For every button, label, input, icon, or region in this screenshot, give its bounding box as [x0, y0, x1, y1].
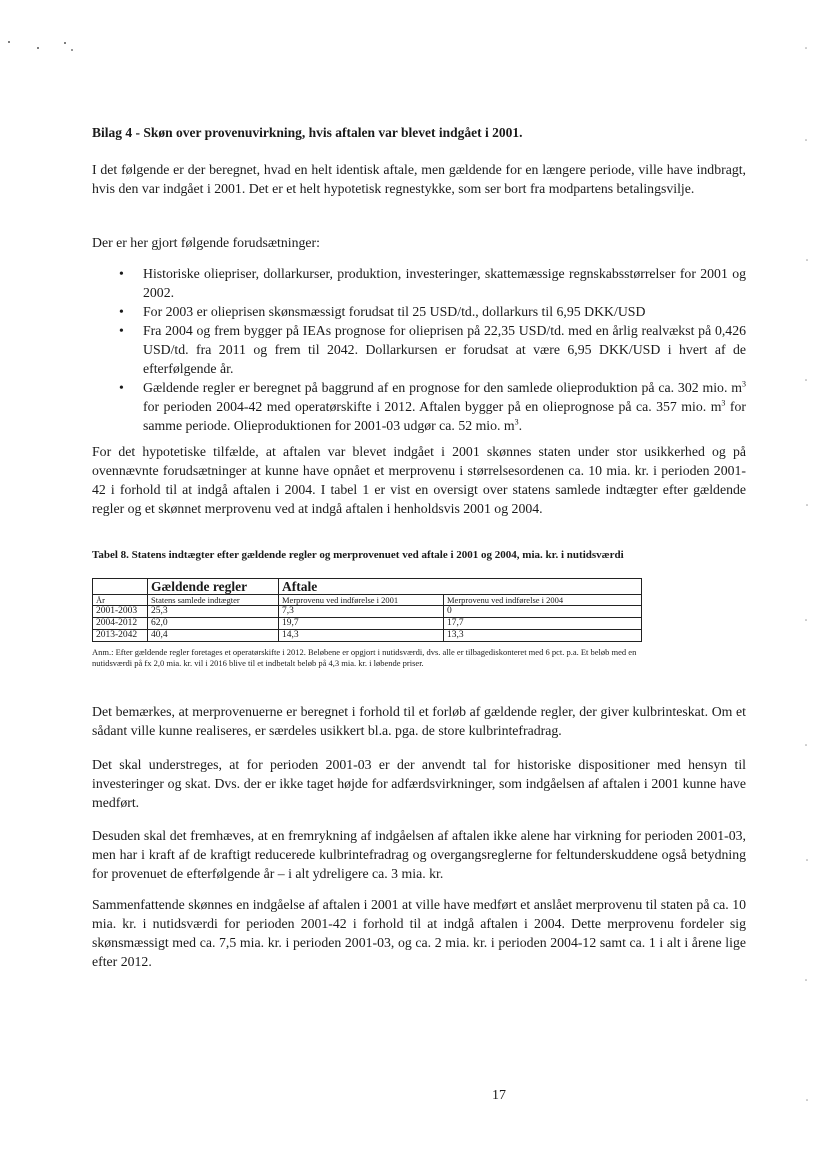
assumption-item: [92, 378, 746, 435]
table-cell: 14,3: [279, 630, 444, 642]
assumption-text: .: [518, 418, 523, 433]
page-number: 17: [492, 1088, 506, 1103]
table-cell: 13,3: [444, 630, 642, 642]
column-header: År: [93, 595, 148, 606]
table-cell: 2001-2003: [93, 606, 148, 618]
table-cell: 40,4: [148, 630, 279, 642]
superscript: 3: [514, 417, 519, 427]
intro-paragraph: I det følgende er der beregnet, hvad en helt identisk aftale, men gældende for en længere periode, ville have indbragt, hvis den var indgået i 2001. Det er et helt hypotetisk regnestykke, som ser bort fra modpartens betalingsvilje.: [92, 162, 746, 196]
group-header-agreement: Aftale: [279, 579, 642, 595]
table-cell: 17,7: [444, 618, 642, 630]
table-note: Anm.: Efter gældende regler foretages et operatørskifte i 2012. Beløbene er opgjort i nutidsværdi, dvs. alle er tilbagediskonteret med 6 pct. p.a. Et beløb med en nutidsværdi på fx 2,0 mia. kr. vil i 2016 blive til et indbetalt beløb på 4,3 mia. kr. i løbende priser.: [92, 647, 637, 668]
note-paragraph: Det bemærkes, at merprovenuerne er beregnet i forhold til et forløb af gældende regler, der giver kulbrinteskat. Om et sådant ville kunne realiseres, er særdeles usikkert bl.a. pga. de store kulbrintefradrag.: [92, 704, 746, 738]
superscript: 3: [742, 379, 746, 389]
table-cell: 0: [444, 606, 642, 618]
appendix-heading: Bilag 4 - Skøn over provenuvirkning, hvis aftalen var blevet indgået i 2001.: [92, 125, 523, 140]
assumption-item: • For 2003 er olieprisen skønsmæssigt forudsat til 25 USD/td., dollarkurs til 6,95 DKK/USD: [92, 302, 746, 321]
table-cell: 2004-2012: [93, 618, 148, 630]
assumption-item: • Fra 2004 og frem bygger på IEAs prognose for olieprisen på 22,35 USD/td. med en årlig realvækst på 0,426 USD/td. fra 2011 og frem til 2042. Dollarkursen er forudsat at være 6,95 DKK/USD i hvert af de efterfølgende år.: [92, 321, 746, 378]
column-header: Merprovenu ved indførelse i 2004: [444, 595, 642, 606]
assumption-item: • Historiske oliepriser, dollarkurser, produktion, investeringer, skattemæssige regnskabsstørrelser for 2001 og 2002.: [92, 264, 746, 302]
table-cell: 62,0: [148, 618, 279, 630]
table-group-header-row: [93, 579, 642, 595]
hypothetical-paragraph: For det hypotetiske tilfælde, at aftalen var blevet indgået i 2001 skønnes staten under stor usikkerhed og på ovennævnte forudsætninger at kunne have opnået et merprovenu i størrelsesordenen ca. 10 mia. kr. i perioden 2001-42 i forhold til at indgå aftalen i 2004. I tabel 1 er vist en oversigt over statens samlede indtægter efter gældende regler og et skønnet merprovenu ved at indgå aftalen i henholdsvis 2001 og 2004.: [92, 444, 746, 516]
table-column-header-row: [93, 595, 642, 606]
table-cell: 2013-2042: [93, 630, 148, 642]
table-row: [93, 630, 642, 642]
superscript: 3: [721, 398, 726, 408]
assumption-text: for samme periode. Olieproduktionen for 2001-03 udgør ca. 52 mio. m: [143, 399, 746, 433]
assumption-text: for perioden 2004-42 med operatørskifte i 2012. Aftalen bygger på en olieprognose på ca. 357 mio. m: [143, 399, 722, 414]
column-header: Merprovenu ved indførelse i 2001: [279, 595, 444, 606]
table-caption: Tabel 8. Statens indtægter efter gældende regler og merprovenuet ved aftale i 2001 og 2004, mia. kr. i nutidsværdi: [92, 549, 624, 561]
further-paragraph: Desuden skal det fremhæves, at en fremrykning af indgåelsen af aftalen ikke alene har virkning for perioden 2001-03, men har i kraft af de kraftigt reducerede kulbrintefradrag og overgangsreglerne for feltunderskuddene også betydning for provenuet de efterfølgende år – i alt ydreligere ca. 3 mia. kr.: [92, 828, 746, 881]
column-header: Statens samlede indtægter: [148, 595, 279, 606]
summary-paragraph: Sammenfattende skønnes en indgåelse af aftalen i 2001 at ville have medført et anslået merprovenu til staten på ca. 10 mia. kr. i nutidsværdi for perioden 2001-42 i forhold til at indgå aftalen i 2004. Dette merprovenu fordeler sig skønsmæssigt med ca. 7,5 mia. kr. i perioden 2001-03, og ca. 2 mia. kr. i perioden 2004-12 samt ca. 1 i alt i årene lige efter 2012.: [92, 897, 746, 969]
assumptions-intro: Der er her gjort følgende forudsætninger:: [92, 235, 320, 250]
group-header-current-rules: Gældende regler: [148, 579, 279, 595]
emphasis-paragraph: Det skal understreges, at for perioden 2001-03 er der anvendt tal for historiske dispositioner med hensyn til investeringer og skat. Dvs. der er ikke taget højde for adfærdsvirkninger, som indgåelsen af aftalen i 2001 kunne have medført.: [92, 757, 746, 810]
table-row: [93, 606, 642, 618]
table-cell: 19,7: [279, 618, 444, 630]
table-cell: 25,3: [148, 606, 279, 618]
table-cell: 7,3: [279, 606, 444, 618]
table-row: [93, 618, 642, 630]
assumptions-list: [92, 264, 746, 435]
assumption-text: Gældende regler er beregnet på baggrund af en prognose for den samlede olieproduktion på ca. 302 mio. m: [143, 380, 742, 395]
table-cell: [93, 579, 148, 595]
revenue-table: [92, 578, 642, 642]
